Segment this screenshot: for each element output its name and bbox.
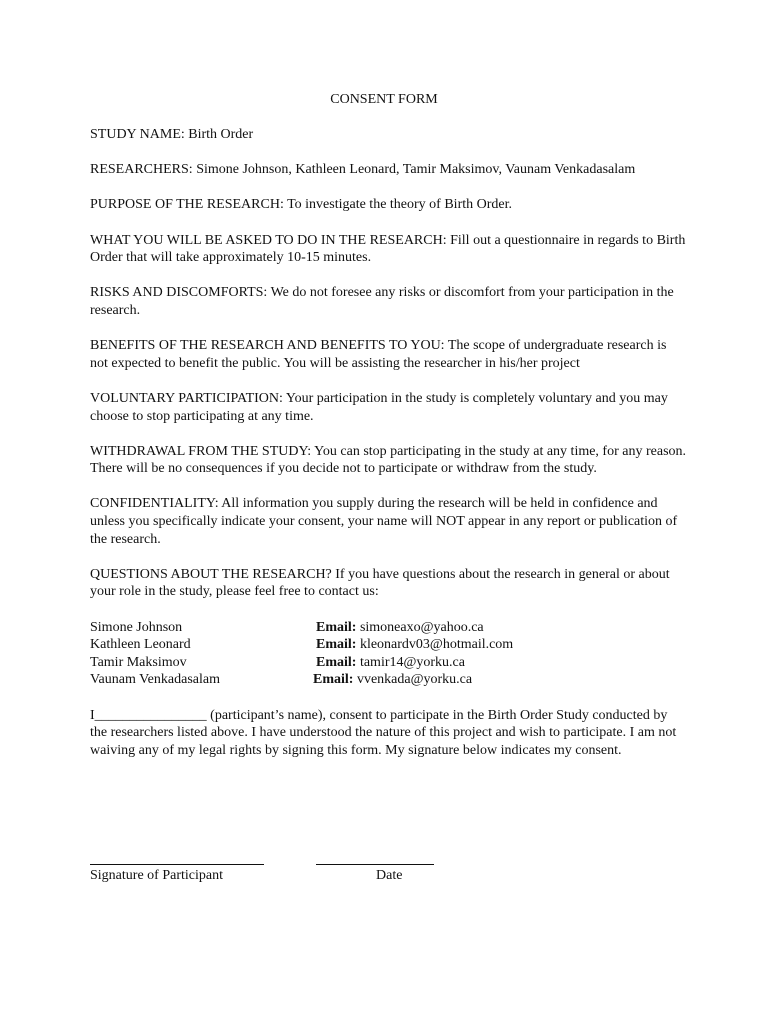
researchers-paragraph: RESEARCHERS: Simone Johnson, Kathleen Leonard, Tamir Maksimov, Vaunam Venkadasalam xyxy=(90,162,636,178)
document-body xyxy=(90,126,686,777)
study-name-paragraph: STUDY NAME: Birth Order xyxy=(90,127,254,142)
email-label: Email: xyxy=(313,672,354,688)
email-label: Email: xyxy=(316,619,357,635)
contact-email: kleonardv03@hotmail.com xyxy=(359,637,514,653)
contact-name: Simone Johnson xyxy=(90,619,183,635)
date-signature-line xyxy=(316,850,434,865)
contact-list xyxy=(90,619,686,689)
page-title: CONSENT FORM xyxy=(330,92,438,107)
participant-signature-label: Signature of Participant xyxy=(90,868,223,883)
voluntary-paragraph: VOLUNTARY PARTICIPATION: Your participation in the study is completely voluntary and you may choose to stop participating at any time. xyxy=(90,390,668,424)
benefits-paragraph: BENEFITS OF THE RESEARCH AND BENEFITS TO YOU: The scope of undergraduate research is not expected to benefit the public. You will be assisting the researcher in his/her project xyxy=(90,338,667,371)
contact-email: simoneaxo@yahoo.ca xyxy=(359,619,484,635)
signature-block xyxy=(90,850,590,890)
contact-email: vvenkada@yorku.ca xyxy=(356,672,473,688)
questions-paragraph: QUESTIONS ABOUT THE RESEARCH? If you have questions about the research in general or about your role in the study, please feel free to contact us: xyxy=(90,566,670,600)
contact-name: Vaunam Venkadasalam xyxy=(90,672,220,688)
contact-row xyxy=(90,654,686,672)
consent-statement: I________________ (participant’s name), consent to participate in the Birth Order Study conducted by the researchers listed above. I have understood the nature of this project and wish to participate. I am not waiving any of my legal rights by signing this form. My signature below indicates my consent. xyxy=(90,707,677,758)
contact-row xyxy=(90,671,686,689)
date-label: Date xyxy=(376,868,403,883)
participant-signature-line xyxy=(90,850,264,865)
contact-email: tamir14@yorku.ca xyxy=(359,654,465,670)
contact-row xyxy=(90,636,686,654)
purpose-paragraph: PURPOSE OF THE RESEARCH: To investigate the theory of Birth Order. xyxy=(90,197,512,213)
contact-name: Tamir Maksimov xyxy=(90,654,187,670)
email-label: Email: xyxy=(316,654,357,670)
contact-row xyxy=(90,619,686,637)
confidentiality-paragraph: CONFIDENTIALITY: All information you supply during the research will be held in confidence and unless you specifically indicate your consent, your name will NOT appear in any report or publication of the research. xyxy=(90,496,678,547)
contact-name: Kathleen Leonard xyxy=(90,637,191,653)
risks-paragraph: RISKS AND DISCOMFORTS: We do not foresee any risks or discomfort from your participation in the research. xyxy=(90,285,674,318)
withdrawal-paragraph: WITHDRAWAL FROM THE STUDY: You can stop participating in the study at any time, for any reason. There will be no consequences if you decide not to participate or withdraw from the study. xyxy=(90,443,687,477)
email-label: Email: xyxy=(316,637,357,653)
procedure-paragraph: WHAT YOU WILL BE ASKED TO DO IN THE RESEARCH: Fill out a questionnaire in regards to Birth Order that will take approximately 10-15 minutes. xyxy=(90,232,686,266)
